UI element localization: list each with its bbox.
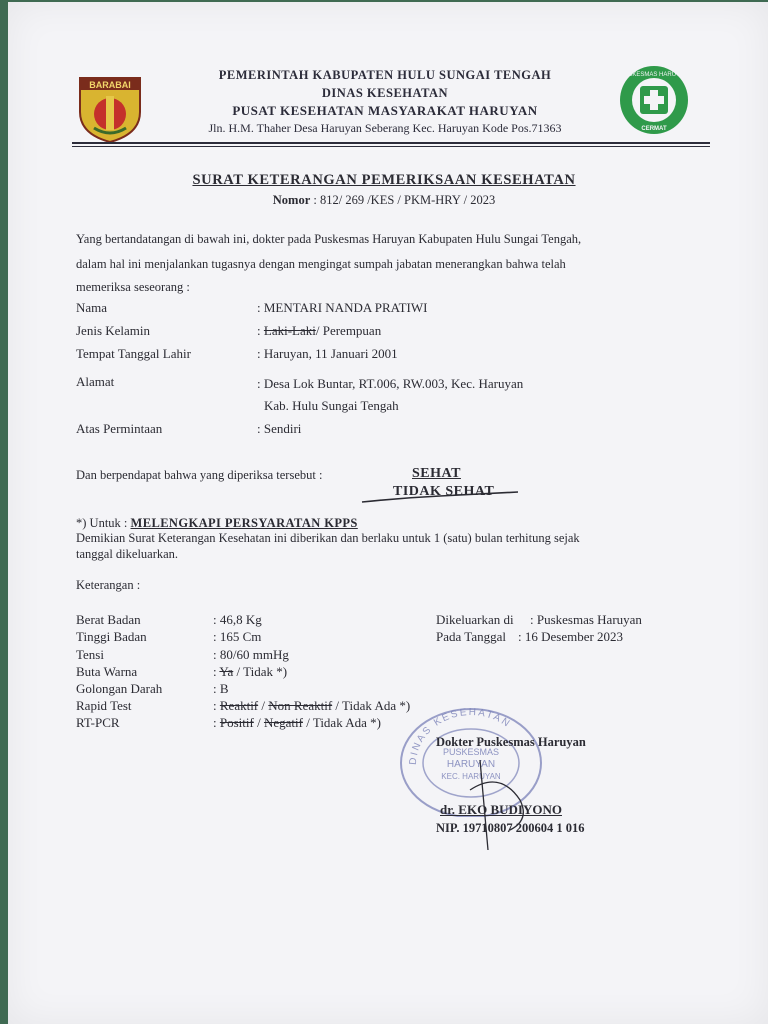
- buta-warna-label: Buta Warna: [76, 664, 138, 679]
- permintaan-value: : Sendiri: [257, 421, 302, 436]
- tensi-value: : 80/60 mmHg: [213, 647, 289, 662]
- alamat-line-1: : Desa Lok Buntar, RT.006, RW.003, Kec. Haruyan: [257, 376, 524, 391]
- document-page: [8, 2, 768, 1024]
- buta-struck-option: Ya: [219, 664, 234, 679]
- header-address: Jln. H.M. Thaher Desa Haruyan Seberang Kec. Haruyan Kode Pos.71363: [208, 121, 562, 135]
- opinion-text: Dan berpendapat bahwa yang diperiksa tersebut :: [76, 468, 323, 482]
- ttl-label: Tempat Tanggal Lahir: [76, 346, 191, 361]
- logo-right-bottom-text: CERMAT: [641, 126, 667, 132]
- jk-selected-option: / Perempuan: [315, 323, 382, 338]
- header-department: DINAS KESEHATAN: [321, 86, 449, 100]
- regional-crest-icon: [70, 72, 150, 144]
- pcr-struck-1: Positif: [219, 715, 254, 730]
- pcr-struck-2: Negatif: [263, 715, 303, 730]
- pada-tanggal-label: Pada Tanggal: [436, 629, 506, 644]
- purpose-value: MELENGKAPI PERSYARATAN KPPS: [130, 516, 358, 530]
- rapid-colon: :: [213, 698, 217, 713]
- rt-pcr-label: RT-PCR: [76, 715, 120, 730]
- buta-colon: :: [213, 664, 217, 679]
- alamat-line-2: Kab. Hulu Sungai Tengah: [264, 398, 399, 413]
- intro-line-2: dalam hal ini menjalankan tugasnya dengan mengingat sumpah jabatan menerangkan bahwa telah: [76, 257, 566, 271]
- purpose-prefix: *) Untuk :: [76, 516, 128, 530]
- document-title: SURAT KETERANGAN PEMERIKSAAN KESEHATAN: [192, 172, 576, 188]
- ttl-value: : Haruyan, 11 Januari 2001: [257, 346, 398, 361]
- rapid-struck-1: Reaktif: [219, 698, 259, 713]
- rt-pcr-value: [213, 715, 381, 731]
- puskesmas-cross-icon: [610, 64, 698, 136]
- buta-warna-value: [213, 664, 287, 680]
- nomor-value: : 812/ 269 /KES / PKM-HRY / 2023: [313, 193, 496, 207]
- signer-nip: NIP. 19710807 200604 1 016: [436, 821, 585, 835]
- keterangan-label: Keterangan :: [76, 578, 141, 592]
- validity-line-2: tanggal dikeluarkan.: [76, 547, 179, 561]
- logo-left-text: BARABAI: [89, 80, 131, 90]
- rapid-sep: /: [261, 698, 266, 713]
- nomor-label: Nomor: [272, 193, 311, 207]
- logo-right-top-text: PUSKESMAS HARUYAN: [620, 72, 688, 78]
- tinggi-badan-value: : 165 Cm: [213, 629, 262, 644]
- nama-value: : MENTARI NANDA PRATIWI: [257, 300, 428, 315]
- nama-label: Nama: [76, 300, 108, 315]
- handwritten-strike: [360, 488, 520, 506]
- signer-name: dr. EKO BUDIYONO: [440, 802, 562, 817]
- dikeluarkan-label: Dikeluarkan di: [436, 612, 514, 627]
- golongan-darah-label: Golongan Darah: [76, 681, 163, 696]
- pada-tanggal-value: : 16 Desember 2023: [518, 629, 624, 644]
- intro-line-3: memeriksa seseorang :: [76, 280, 190, 294]
- header-institution: PUSAT KESEHATAN MASYARAKAT HARUYAN: [232, 103, 538, 118]
- handwritten-signature: [430, 740, 640, 860]
- stamp-outer-text: DINAS KESEHATAN: [407, 706, 513, 766]
- tidak-sehat-option: TIDAK SEHAT: [393, 484, 495, 499]
- header-government: PEMERINTAH KABUPATEN HULU SUNGAI TENGAH: [218, 68, 552, 82]
- header-divider-thin: [72, 146, 710, 147]
- rapid-test-label: Rapid Test: [76, 698, 132, 713]
- pcr-selected-option: / Tidak Ada *): [306, 715, 381, 730]
- golongan-darah-value: : B: [213, 681, 229, 696]
- berat-badan-value: : 46,8 Kg: [213, 612, 262, 627]
- tensi-label: Tensi: [76, 647, 104, 662]
- document-number: [0, 193, 768, 208]
- jenis-kelamin-value: [257, 323, 381, 339]
- stamp-inner-text-1: PUSKESMAS: [442, 747, 500, 757]
- pcr-colon: :: [213, 715, 217, 730]
- dikeluarkan-value: : Puskesmas Haruyan: [530, 612, 642, 627]
- validity-line-1: Demikian Surat Keterangan Kesehatan ini diberikan dan berlaku untuk 1 (satu) bulan terhitung sejak: [76, 531, 580, 545]
- jenis-kelamin-label: Jenis Kelamin: [76, 323, 151, 338]
- permintaan-label: Atas Permintaan: [76, 421, 163, 436]
- pcr-sep: /: [257, 715, 261, 730]
- stamp-inner-text-3: KEC. HARUYAN: [441, 772, 501, 781]
- rapid-test-value: [213, 698, 410, 714]
- sehat-option: SEHAT: [412, 466, 461, 481]
- stamp-inner-text-2: HARUYAN: [446, 759, 496, 770]
- jk-struck-option: Laki-Laki: [263, 323, 316, 338]
- rapid-struck-2: Non Reaktif: [268, 698, 333, 713]
- tinggi-badan-label: Tinggi Badan: [76, 629, 147, 644]
- jk-colon: :: [257, 323, 261, 338]
- signer-role: Dokter Puskesmas Haruyan: [436, 735, 586, 749]
- buta-selected-option: / Tidak *): [236, 664, 288, 679]
- header-divider: [72, 142, 710, 144]
- alamat-label: Alamat: [76, 374, 115, 389]
- berat-badan-label: Berat Badan: [76, 612, 141, 627]
- intro-line-1: Yang bertandatangan di bawah ini, dokter pada Puskesmas Haruyan Kabupaten Hulu Sungai Tengah,: [76, 232, 582, 246]
- rapid-selected-option: / Tidak Ada *): [335, 698, 411, 713]
- purpose-line: [76, 516, 358, 531]
